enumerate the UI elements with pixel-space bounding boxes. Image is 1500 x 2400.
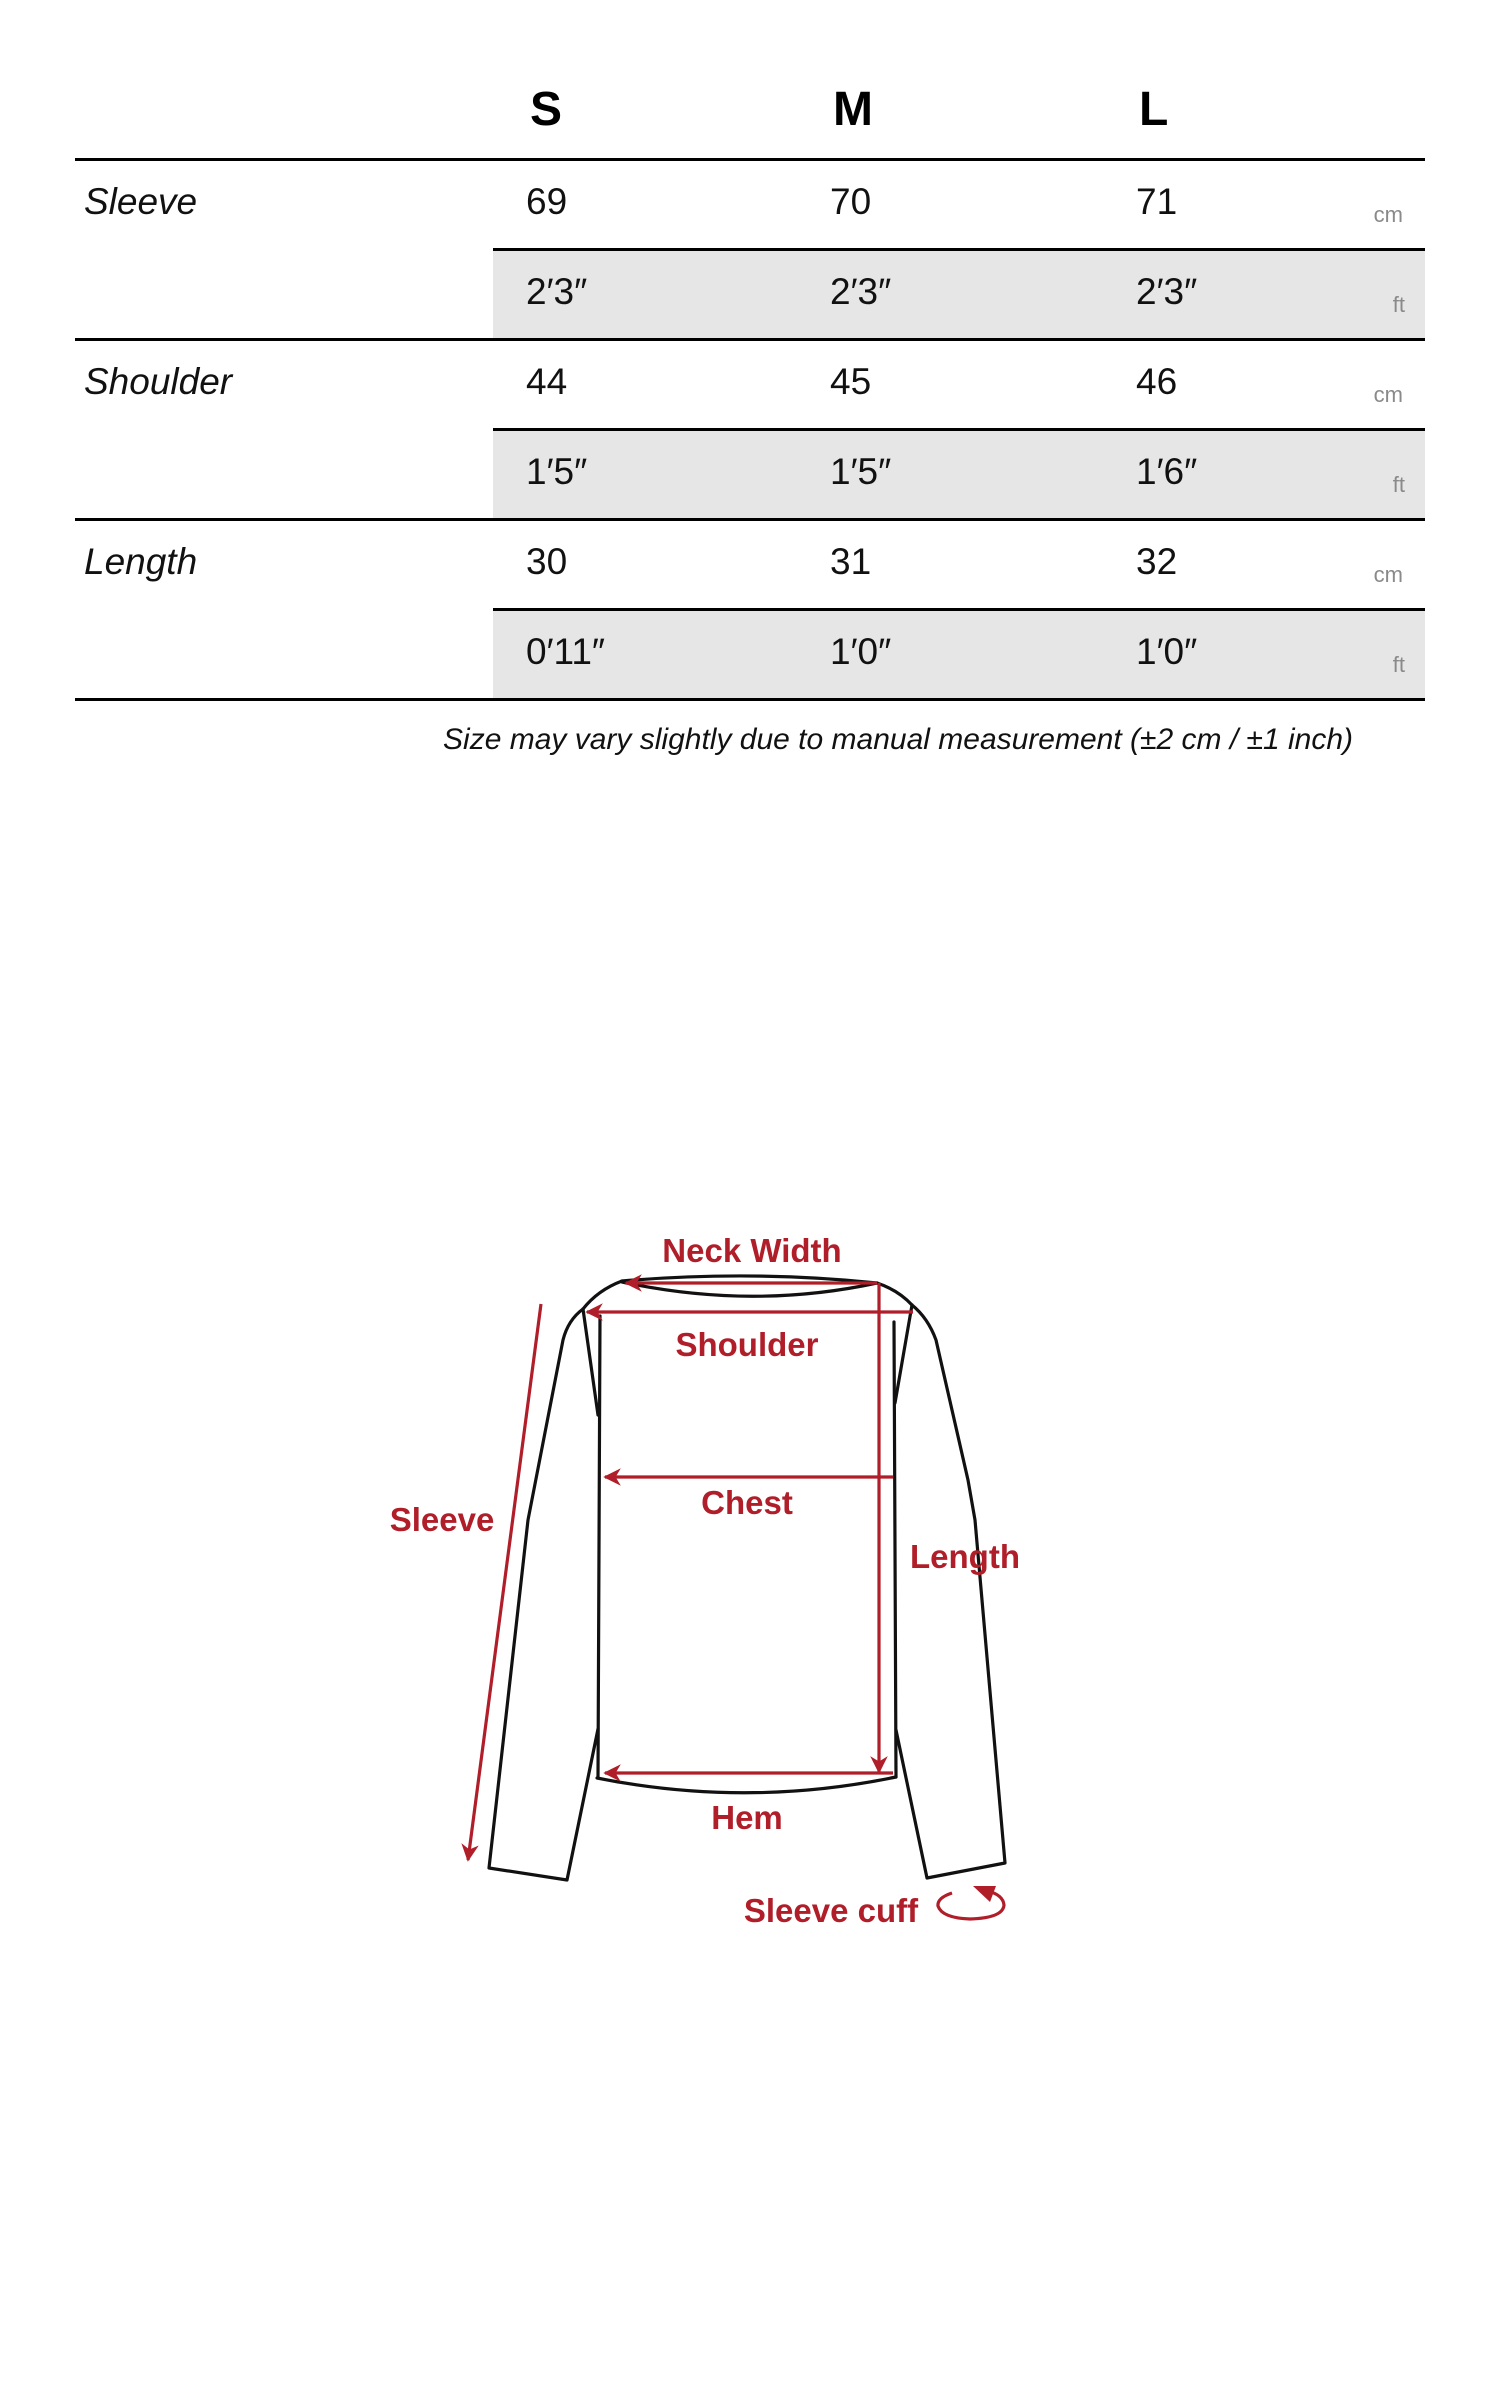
cell-s-cm: 69	[526, 181, 568, 222]
size-header-l: L	[1139, 83, 1169, 136]
cell-l-ft: 1′0″	[1136, 631, 1198, 672]
cell-m-cm: 31	[830, 541, 872, 582]
divider	[493, 248, 1425, 251]
row-label: Shoulder	[84, 361, 233, 402]
sleeve-ft-band	[493, 251, 1425, 338]
shoulder-ft-band	[493, 431, 1425, 518]
cell-l-ft: 1′6″	[1136, 451, 1198, 492]
sleeve-arrow-icon	[468, 1304, 541, 1860]
cell-m-ft: 1′5″	[830, 451, 892, 492]
cell-s-ft: 1′5″	[526, 451, 588, 492]
unit-ft: ft	[1392, 652, 1405, 677]
divider	[75, 698, 1425, 701]
unit-ft: ft	[1392, 292, 1405, 317]
row-label: Sleeve	[84, 181, 198, 222]
cell-l-cm: 71	[1136, 181, 1178, 222]
cell-s-ft: 2′3″	[526, 271, 588, 312]
divider	[75, 338, 1425, 341]
unit-cm: cm	[1373, 202, 1403, 227]
label-neck-width: Neck Width	[662, 1232, 842, 1269]
label-length: Length	[910, 1538, 1020, 1575]
cell-s-ft: 0′11″	[526, 631, 606, 672]
divider	[75, 158, 1425, 161]
row-label: Length	[84, 541, 198, 582]
divider	[493, 608, 1425, 611]
cell-l-ft: 2′3″	[1136, 271, 1198, 312]
cell-m-ft: 1′0″	[830, 631, 892, 672]
cell-s-cm: 30	[526, 541, 568, 582]
unit-ft: ft	[1392, 472, 1405, 497]
divider	[75, 518, 1425, 521]
cell-m-cm: 45	[830, 361, 872, 402]
cell-l-cm: 46	[1136, 361, 1178, 402]
cell-m-cm: 70	[830, 181, 872, 222]
label-hem: Hem	[711, 1799, 783, 1836]
divider	[493, 428, 1425, 431]
cell-s-cm: 44	[526, 361, 568, 402]
unit-cm: cm	[1373, 382, 1403, 407]
length-ft-band	[493, 611, 1425, 698]
size-header-m: M	[833, 83, 873, 136]
label-sleeve: Sleeve	[389, 1501, 495, 1538]
garment-measurement-diagram	[0, 1200, 1500, 1960]
sweater-outline-icon	[489, 1276, 1005, 1880]
cell-m-ft: 2′3″	[830, 271, 892, 312]
measurement-note: Size may vary slightly due to manual measurement (±2 cm / ±1 inch)	[443, 723, 1353, 756]
label-sleeve-cuff: Sleeve cuff	[743, 1892, 919, 1929]
cell-l-cm: 32	[1136, 541, 1178, 582]
label-shoulder: Shoulder	[675, 1326, 819, 1363]
label-chest: Chest	[701, 1484, 793, 1521]
sleeve-cuff-rotate-icon	[938, 1886, 1004, 1919]
size-header-s: S	[530, 83, 563, 136]
unit-cm: cm	[1373, 562, 1403, 587]
size-chart-table	[75, 0, 1425, 760]
